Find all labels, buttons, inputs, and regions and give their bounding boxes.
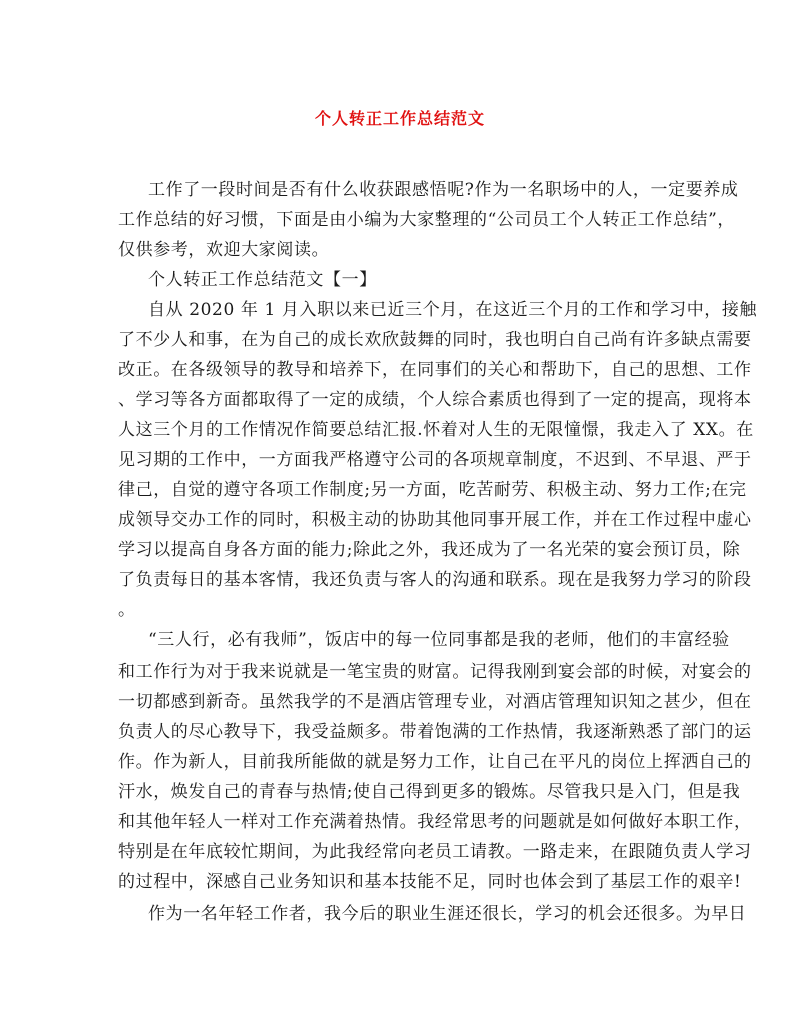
- intro-line-3: 仅供参考，欢迎大家阅读。: [118, 240, 330, 260]
- intro-line-1: 工作了一段时间是否有什么收获跟感悟呢?作为一名职场中的人，一定要养成: [148, 180, 739, 200]
- p2-line-1: “三人行，必有我师”，饭店中的每一位同事都是我的老师，他们的丰富经验: [148, 630, 730, 650]
- p2-line-2: 和工作行为对于我来说就是一笔宝贵的财富。记得我刚到宴会部的时候，对宴会的: [118, 662, 752, 682]
- p1-line-7: 律己，自觉的遵守各项工作制度;另一方面，吃苦耐劳、积极主动、努力工作;在完: [118, 480, 747, 500]
- p1-line-10: 了负责每日的基本客情，我还负责与客人的沟通和联系。现在是我努力学习的阶段: [118, 570, 752, 590]
- section-heading: 个人转正工作总结范文【一】: [148, 270, 377, 290]
- p1-line-3: 改正。在各级领导的教导和培养下，在同事们的关心和帮助下，自己的思想、工作: [118, 360, 752, 380]
- p2-line-7: 和其他年轻人一样对工作充满着热情。我经常思考的问题就是如何做好本职工作，: [118, 812, 752, 832]
- p1-line-4: 、学习等各方面都取得了一定的成绩，个人综合素质也得到了一定的提高，现将本: [118, 390, 752, 410]
- p2-line-5: 作。作为新人，目前我所能做的就是努力工作，让自己在平凡的岗位上挥洒自己的: [118, 752, 752, 772]
- p2-line-8: 特别是在年底较忙期间，为此我经常向老员工请教。一路走来，在跟随负责人学习: [118, 842, 752, 862]
- p1-line-8: 成领导交办工作的同时，积极主动的协助其他同事开展工作，并在工作过程中虚心: [118, 510, 752, 530]
- p3-line-1: 作为一名年轻工作者，我今后的职业生涯还很长，学习的机会还很多。为早日: [148, 904, 747, 924]
- p1-line-1: 自从 2020 年 1 月入职以来已近三个月，在这近三个月的工作和学习中，接触: [148, 300, 758, 320]
- p2-line-9: 的过程中，深感自己业务知识和基本技能不足，同时也体会到了基层工作的艰辛!: [118, 872, 742, 892]
- p1-line-11: 。: [118, 600, 136, 620]
- p2-line-4: 负责人的尽心教导下，我受益颇多。带着饱满的工作热情，我逐渐熟悉了部门的运: [118, 722, 752, 742]
- p2-line-6: 汗水，焕发自己的青春与热情;使自己得到更多的锻炼。尽管我只是入门，但是我: [118, 782, 741, 802]
- p1-line-5: 人这三个月的工作情况作简要总结汇报.怀着对人生的无限憧憬，我走入了 XX。在: [118, 420, 754, 440]
- intro-line-2: 工作总结的好习惯，下面是由小编为大家整理的“公司员工个人转正工作总结”，: [118, 210, 735, 230]
- document-title: 个人转正工作总结范文: [314, 109, 485, 128]
- p1-line-6: 见习期的工作中，一方面我严格遵守公司的各项规章制度，不迟到、不早退、严于: [118, 450, 752, 470]
- p1-line-2: 了不少人和事，在为自己的成长欢欣鼓舞的同时，我也明白自己尚有许多缺点需要: [118, 330, 752, 350]
- p2-line-3: 一切都感到新奇。虽然我学的不是酒店管理专业，对酒店管理知识知之甚少，但在: [118, 692, 752, 712]
- p1-line-9: 学习以提高自身各方面的能力;除此之外，我还成为了一名光荣的宴会预订员，除: [118, 540, 741, 560]
